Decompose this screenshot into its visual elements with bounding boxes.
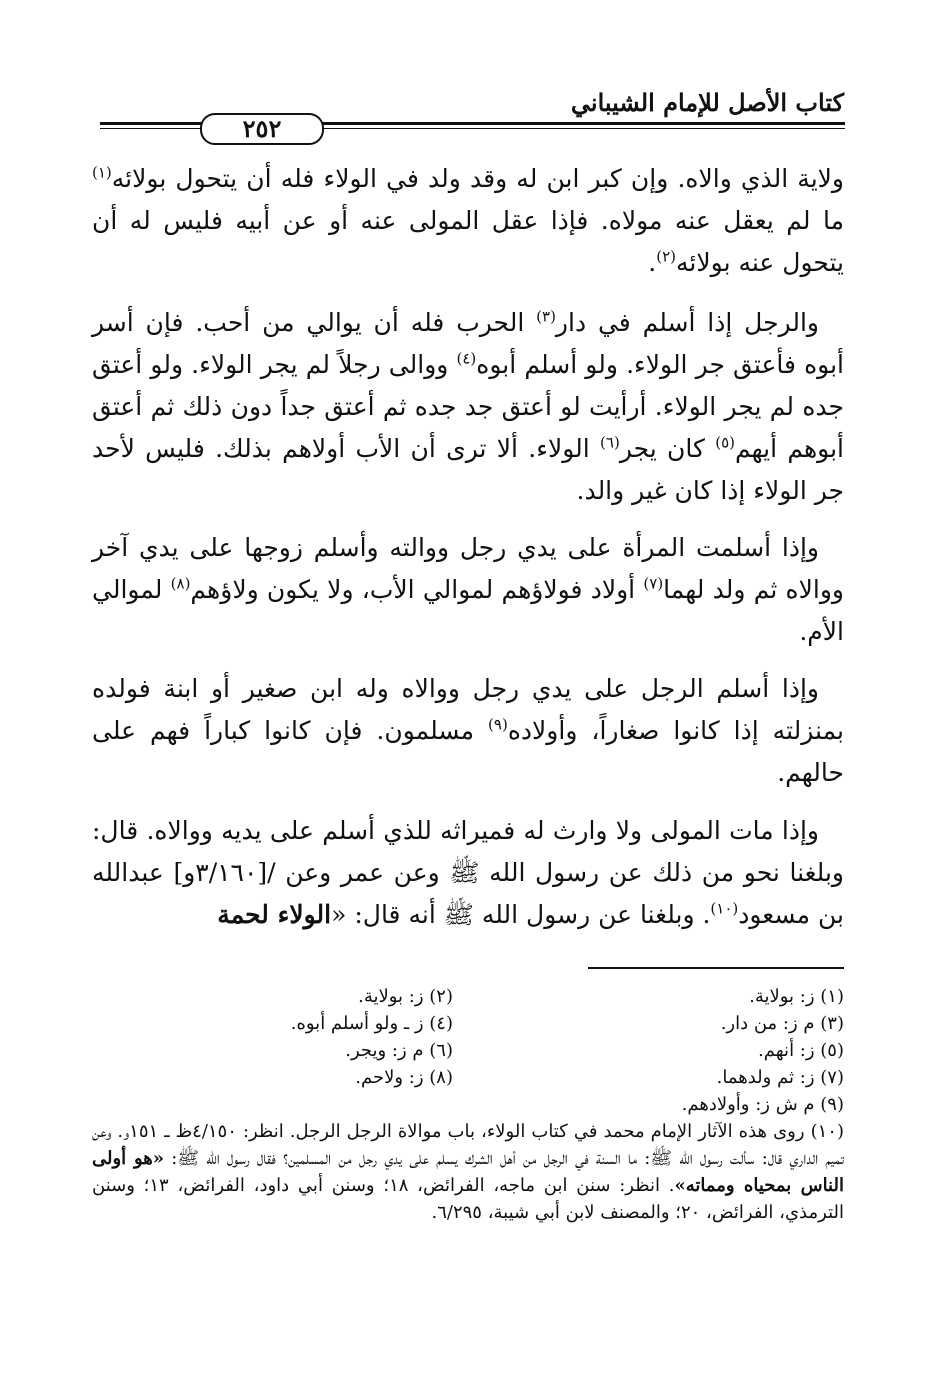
- running-title: كتاب الأصل للإمام الشيباني: [570, 88, 844, 117]
- footnote-ref: (٣): [536, 307, 556, 326]
- footnote-ref: (١٠): [710, 899, 739, 918]
- footnote-5: (٥) ز: أنهم.: [758, 1040, 844, 1061]
- footnote-9: (٩) م ش ز: وأولادهم.: [681, 1094, 844, 1115]
- paragraph-text: وإذا مات المولى ولا وارث له فميراثه للذي أسلم على يديه ووالاه. قال: وبلغنا نحو من ذلك عن رسول الله ﷺ وعن عمر وعن /[٣/١٦٠و] عبدالله بن مسعود: [92, 816, 844, 929]
- paragraph-2: [92, 302, 844, 512]
- footnote-text: (١٠) روى هذه الآثار الإمام محمد في كتاب الولاء، باب موالاة الرجل الرجل. انظر: ٤/١٥٠ظ ـ ١٥١و. وعن تميم الداري قال: سألت رسول الله ﷺ: ما السنة في الرجل من أهل الشرك يسلم على يدي رجل من المسلمين؟ فقال رسول الله ﷺ:: [92, 1121, 844, 1169]
- paragraph-text: .: [648, 248, 657, 277]
- paragraph-3: [92, 527, 844, 653]
- paragraph-text: وإذا أسلم الرجل على يدي رجل ووالاه وله ابن صغير أو ابنة فولده بمنزلته إذا كانوا صغاراً، وأولاده: [92, 674, 844, 745]
- paragraph-text: ووالى رجلاً لم يجر الولاء. ولو أعتق جده لم يجر الولاء. أرأيت لو أعتق جد جده ثم أعتق جداً دون ذلك ثم أعتق أبوهم أيهم: [92, 350, 844, 463]
- footnote-ref: (٩): [488, 715, 508, 734]
- footnote-2: (٢) ز: بولاية.: [358, 986, 453, 1007]
- paragraph-text: والرجل إذا أسلم في دار: [555, 308, 819, 337]
- footnotes: [92, 983, 844, 1226]
- hadith-quote: «هو أولى الناس بمحياه ومماته»: [92, 1148, 844, 1196]
- paragraph-1: [92, 158, 844, 284]
- paragraph-text: الحرب فله أن يوالي من أحب. فإن أسر أبوه فأعتق جر الولاء. ولو أسلم أبوه: [92, 308, 844, 379]
- footnote-ref: (٢): [656, 247, 677, 266]
- page-number: ٢٥٢: [200, 113, 324, 145]
- footnote-1: (١) ز: بولاية.: [749, 986, 844, 1007]
- paragraph-text: أولاد فولاؤهم لموالي الأب، ولا يكون ولاؤهم: [190, 575, 644, 604]
- footnote-ref: (٧): [643, 574, 664, 593]
- paragraph-text: مسلمون. فإن كانوا كباراً فهم على حالهم.: [92, 716, 844, 787]
- hadith-quote: الولاء لحمة: [217, 900, 332, 929]
- footnote-separator: [588, 967, 844, 969]
- footnote-ref: (٦): [600, 433, 620, 452]
- footnote-10: [92, 1118, 844, 1226]
- paragraph-text: الولاء. ألا ترى أن الأب أولاهم بذلك. فليس لأحد جر الولاء إذا كان غير والد.: [92, 434, 844, 505]
- footnote-3: (٣) م ز: من دار.: [720, 1013, 844, 1034]
- paragraph-5: [92, 810, 844, 936]
- footnote-7: (٧) ز: ثم ولدهما.: [716, 1067, 844, 1088]
- footnote-text: . انظر: سنن ابن ماجه، الفرائض، ١٨؛ وسنن أبي داود، الفرائض، ١٣؛ وسنن الترمذي، الفرائض، ٢٠؛ والمصنف لابن أبي شيبة، ٦/٢٩٥.: [92, 1175, 844, 1223]
- footnote-ref: (١): [92, 163, 112, 182]
- paragraph-text: ما لم يعقل عنه مولاه. فإذا عقل المولى عنه أو عن أبيه فليس له أن يتحول عنه بولائه: [92, 206, 844, 277]
- footnote-6: (٦) م ز: ويجر.: [345, 1040, 453, 1061]
- footnote-8: (٨) ز: ولاحم.: [355, 1067, 453, 1088]
- paragraph-text: . وبلغنا عن رسول الله ﷺ أنه قال: «: [331, 900, 711, 929]
- footnote-ref: (٥): [715, 433, 735, 452]
- paragraph-text: لموالي الأم.: [92, 575, 844, 646]
- footnote-grid: [92, 983, 844, 1091]
- paragraph-text: كان يجر: [619, 434, 716, 463]
- paragraph-text: ولاية الذي والاه. وإن كبر ابن له وقد ولد في الولاء فله أن يتحول بولائه: [111, 164, 844, 193]
- footnote-ref: (٨): [170, 574, 191, 593]
- footnote-4: (٤) ز ـ ولو أسلم أبوه.: [290, 1013, 453, 1034]
- paragraph-4: [92, 668, 844, 794]
- paragraph-text: وإذا أسلمت المرأة على يدي رجل ووالته وأسلم زوجها على يدي آخر ووالاه ثم ولد لهما: [92, 533, 844, 604]
- footnote-ref: (٤): [456, 349, 477, 368]
